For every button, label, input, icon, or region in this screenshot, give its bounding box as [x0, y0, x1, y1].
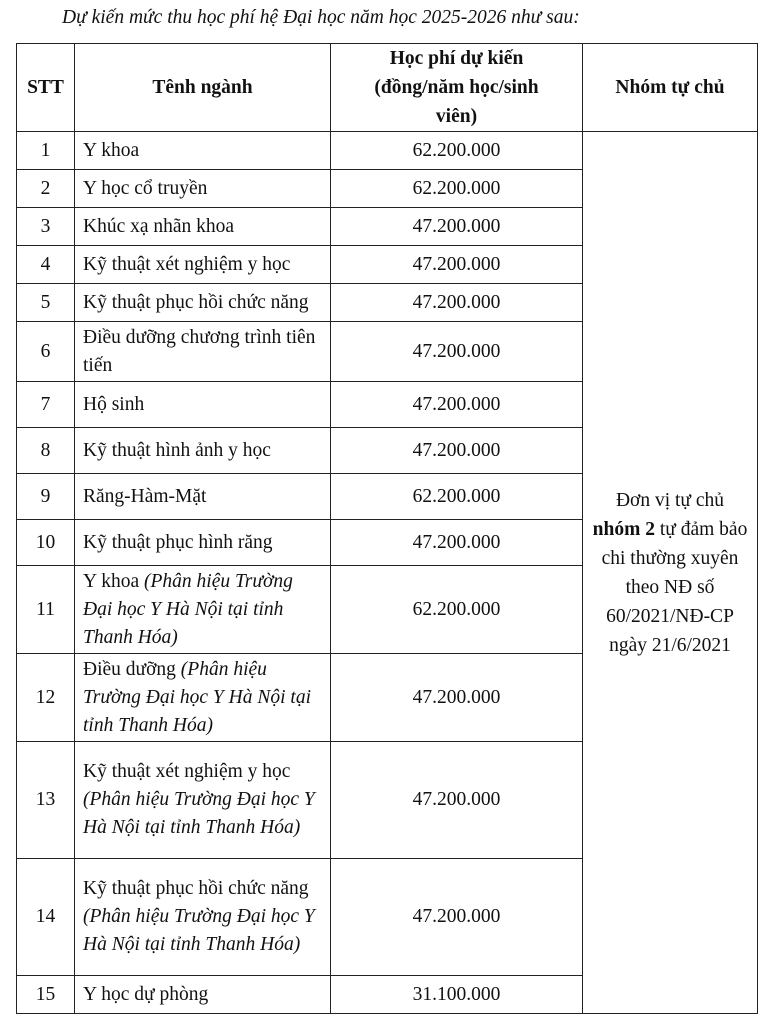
row-fee: 62.200.000 [331, 170, 583, 208]
program-name: Khúc xạ nhãn khoa [83, 215, 235, 237]
row-program-name [75, 132, 331, 170]
campus-note: (Phân hiệu Trường Đại học Y Hà Nội tại tỉnh Thanh Hóa) [83, 658, 311, 736]
row-stt: 6 [17, 322, 75, 382]
row-stt: 3 [17, 208, 75, 246]
row-fee: 47.200.000 [331, 208, 583, 246]
row-program-name [75, 520, 331, 566]
row-program-name [75, 170, 331, 208]
row-stt: 10 [17, 520, 75, 566]
row-program-name [75, 859, 331, 976]
row-stt: 13 [17, 742, 75, 859]
row-stt: 8 [17, 428, 75, 474]
header-fee-line-3: viên) [435, 106, 478, 127]
program-name: Kỹ thuật hình ảnh y học [83, 439, 271, 461]
row-fee: 62.200.000 [331, 132, 583, 170]
row-program-name [75, 474, 331, 520]
row-program-name [75, 284, 331, 322]
program-name: Điều dưỡng [83, 658, 176, 680]
row-fee: 31.100.000 [331, 976, 583, 1014]
program-name: Kỹ thuật phục hồi chức năng [83, 878, 309, 899]
group-text-before: Đơn vị tự chủ [615, 489, 725, 511]
campus-note: (Phân hiệu Trường Đại học Y Hà Nội tại tỉnh Thanh Hóa) [83, 789, 315, 838]
campus-note: (Phân hiệu Trường Đại học Y Hà Nội tại tỉnh Thanh Hóa) [83, 906, 315, 955]
row-stt: 15 [17, 976, 75, 1014]
program-name: Y khoa [83, 139, 140, 161]
row-stt: 14 [17, 859, 75, 976]
header-tuition-fee [331, 44, 583, 132]
row-stt: 9 [17, 474, 75, 520]
row-stt: 12 [17, 654, 75, 742]
row-fee: 47.200.000 [331, 382, 583, 428]
row-stt: 4 [17, 246, 75, 284]
row-program-name [75, 322, 331, 382]
program-name: Kỹ thuật xét nghiệm y học [83, 761, 291, 782]
row-fee: 47.200.000 [331, 428, 583, 474]
intro-text: Dự kiến mức thu học phí hệ Đại học năm học 2025-2026 như sau: [62, 7, 580, 28]
row-fee: 47.200.000 [331, 859, 583, 976]
group-bold-text: nhóm 2 [592, 518, 655, 540]
header-fee-line-1: Học phí dự kiến [389, 48, 524, 69]
row-stt: 1 [17, 132, 75, 170]
row-stt: 7 [17, 382, 75, 428]
row-fee: 47.200.000 [331, 246, 583, 284]
row-program-name [75, 246, 331, 284]
program-name: Y khoa [83, 570, 140, 592]
row-fee: 47.200.000 [331, 322, 583, 382]
tuition-table [16, 43, 758, 1014]
row-fee: 47.200.000 [331, 742, 583, 859]
row-program-name [75, 976, 331, 1014]
row-program-name [75, 382, 331, 428]
row-program-name [75, 654, 331, 742]
program-name: Hộ sinh [83, 393, 145, 415]
table-row [17, 132, 758, 170]
autonomy-group-cell [583, 132, 758, 1014]
program-name: Điều dưỡng chương trình tiên tiến [83, 326, 316, 376]
row-fee: 62.200.000 [331, 566, 583, 654]
table-header-row [17, 44, 758, 132]
program-name: Kỹ thuật phục hình răng [83, 531, 273, 553]
row-stt: 5 [17, 284, 75, 322]
program-name: Răng-Hàm-Mặt [83, 485, 207, 507]
row-fee: 62.200.000 [331, 474, 583, 520]
row-fee: 47.200.000 [331, 654, 583, 742]
row-stt: 11 [17, 566, 75, 654]
header-fee-line-2: (đồng/năm học/sinh [374, 77, 539, 98]
group-text-after: tự đảm bảo chi thường xuyên theo NĐ số 60/2021/NĐ-CP ngày 21/6/2021 [601, 518, 748, 656]
row-program-name [75, 742, 331, 859]
row-fee: 47.200.000 [331, 520, 583, 566]
header-stt: STT [17, 44, 75, 132]
program-name: Kỹ thuật xét nghiệm y học [83, 253, 291, 275]
header-autonomy-group: Nhóm tự chủ [583, 44, 758, 132]
row-program-name [75, 566, 331, 654]
row-stt: 2 [17, 170, 75, 208]
program-name: Y học dự phòng [83, 983, 209, 1005]
program-name: Kỹ thuật phục hồi chức năng [83, 291, 309, 313]
row-program-name [75, 428, 331, 474]
program-name: Y học cổ truyền [83, 177, 208, 199]
row-program-name [75, 208, 331, 246]
row-fee: 47.200.000 [331, 284, 583, 322]
campus-note: (Phân hiệu Trường Đại học Y Hà Nội tại tỉnh Thanh Hóa) [83, 570, 293, 648]
header-program-name: Tênh ngành [75, 44, 331, 132]
